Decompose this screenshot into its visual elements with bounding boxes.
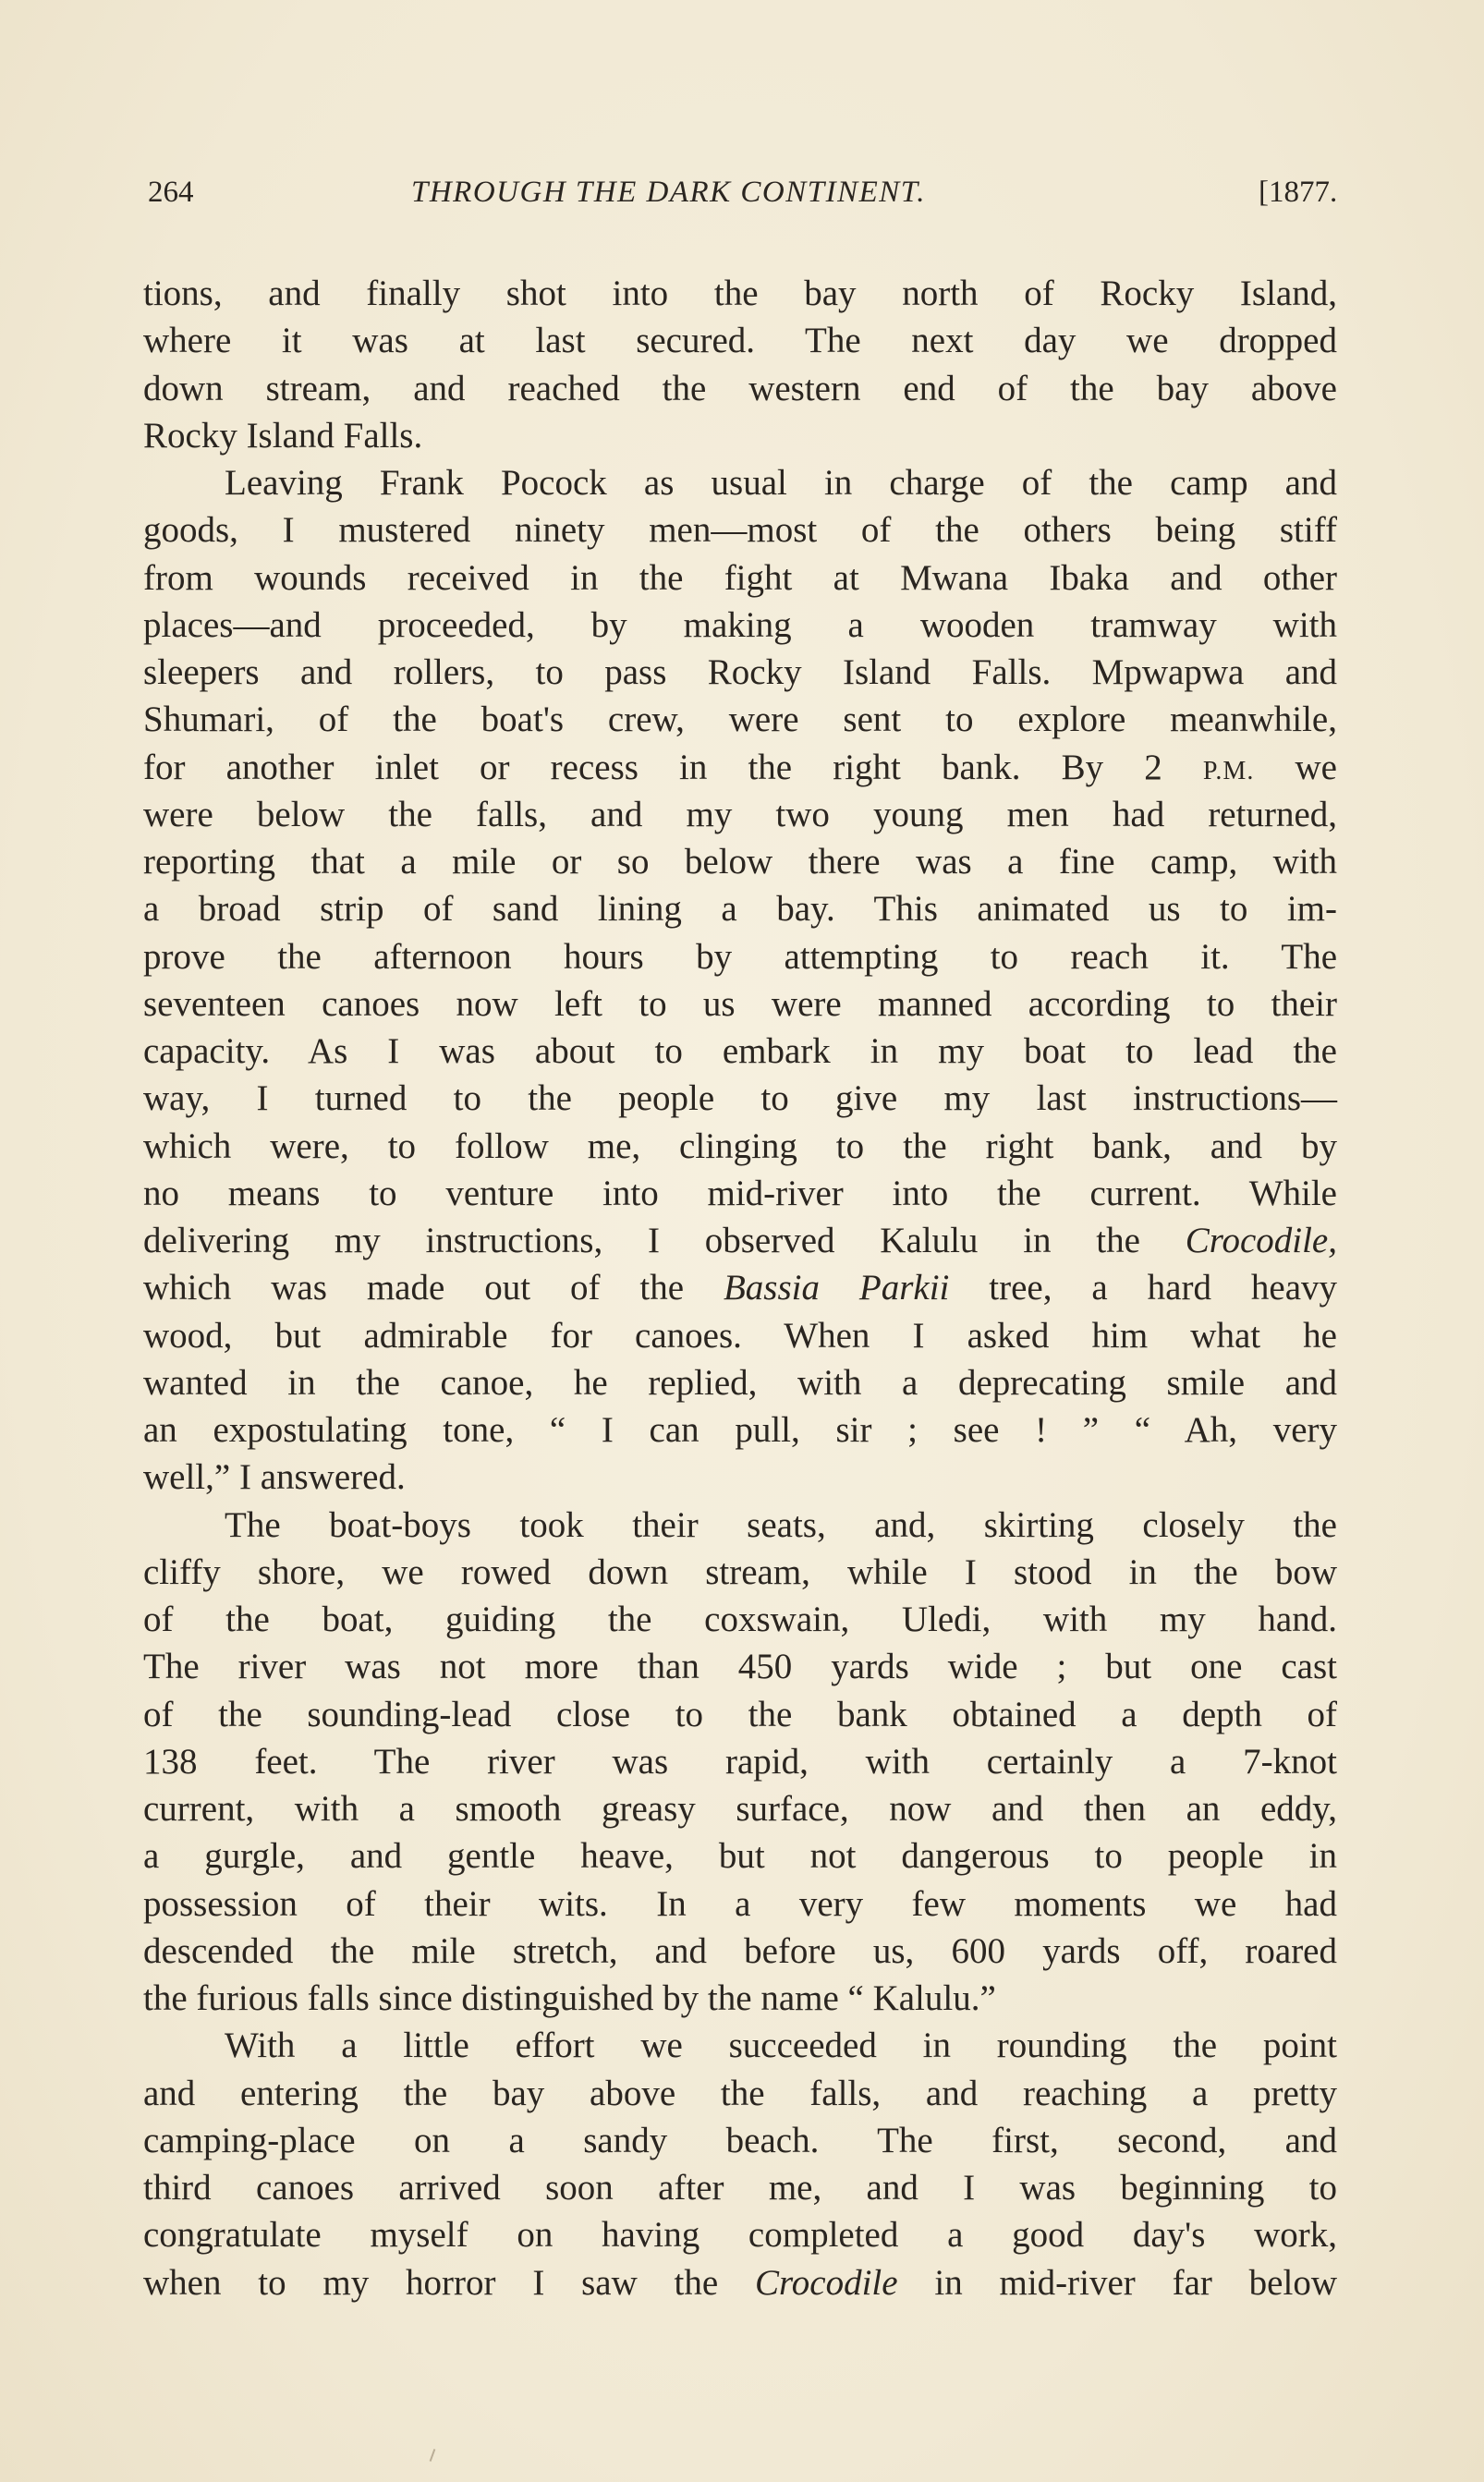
text-line [143, 554, 1337, 602]
text-segment: wanted in the canoe, he replied, with a deprecating smile and [143, 1362, 1337, 1403]
text-segment: tions, and finally shot into the bay north of Rocky Island, [143, 274, 1337, 313]
text-line [143, 2070, 1337, 2117]
text-segment: descended the mile stretch, and before us, 600 yards off, roared [143, 1930, 1337, 1971]
text-line [143, 2022, 1337, 2069]
text-line [143, 1028, 1337, 1075]
text-segment: the furious falls since distinguished by the name “ Kalulu.” [143, 1978, 996, 2018]
text-segment: possession of their wits. In a very few moments we had [143, 1883, 1337, 1924]
text-line [143, 1170, 1337, 1217]
text-segment: a gurgle, and gentle heave, but not dangerous to people in [143, 1836, 1337, 1877]
text-segment: third canoes arrived soon after me, and I was beginning to [143, 2168, 1337, 2208]
body-text [143, 270, 1337, 2306]
text-line [143, 1406, 1337, 1454]
text-segment: The boat-boys took their seats, and, skirting closely the [225, 1504, 1337, 1545]
italic-text: Crocodile, [1185, 1221, 1337, 1260]
text-line [143, 2211, 1337, 2258]
text-segment: which was made out of the [143, 1268, 724, 1308]
text-segment: Rocky Island Falls. [143, 415, 423, 456]
text-line [143, 412, 1337, 459]
page-mark [430, 2449, 436, 2462]
text-segment: delivering my instructions, I observed Kalulu in the [143, 1221, 1186, 1260]
text-segment: for another inlet or recess in the right bank. By 2 [143, 747, 1203, 787]
text-segment: sleepers and rollers, to pass Rocky Island Falls. Mpwapwa and [143, 652, 1337, 692]
text-segment: goods, I mustered ninety men—most of the others being stiff [143, 510, 1337, 551]
text-line [143, 602, 1337, 649]
text-line [143, 791, 1337, 838]
text-line [143, 1312, 1337, 1359]
text-line [143, 1075, 1337, 1122]
text-segment: Leaving Frank Pocock as usual in charge of the camp and [225, 463, 1337, 503]
text-segment: from wounds received in the fight at Mwana Ibaka and other [143, 557, 1337, 598]
text-line [143, 1832, 1337, 1880]
text-line [143, 1596, 1337, 1643]
text-segment: places—and proceeded, by making a wooden tramway with [143, 604, 1337, 645]
text-line [143, 1738, 1337, 1785]
page-number: 264 [148, 176, 194, 209]
text-segment: seventeen canoes now left to us were manned according to their [143, 983, 1337, 1024]
text-segment: capacity. As I was about to embark in my boat to lead the [143, 1031, 1337, 1071]
text-line [143, 1785, 1337, 1832]
text-line [143, 838, 1337, 885]
text-segment: way, I turned to the people to give my last instructions— [143, 1078, 1337, 1119]
text-segment: of the boat, guiding the coxswain, Uledi, with my hand. [143, 1600, 1337, 1639]
text-line [143, 506, 1337, 554]
text-segment: down stream, and reached the western end of the bay above [143, 368, 1337, 408]
text-line [143, 696, 1337, 743]
text-line [143, 744, 1337, 791]
text-line [143, 1975, 1337, 2022]
text-segment: we [1254, 747, 1337, 787]
text-line [143, 1454, 1337, 1501]
text-segment: and entering the bay above the falls, and reaching a pretty [143, 2073, 1337, 2113]
text-segment: a broad strip of sand lining a bay. This animated us to im- [143, 889, 1337, 930]
text-segment: were below the falls, and my two young men had returned, [143, 794, 1337, 834]
text-line [143, 1502, 1337, 1549]
text-segment: well,” I answered. [143, 1457, 406, 1498]
running-title: THROUGH THE DARK CONTINENT. [411, 176, 926, 209]
text-segment: when to my horror I saw the [143, 2262, 756, 2303]
page-header [148, 176, 1338, 222]
text-line [143, 980, 1337, 1028]
text-segment: an expostulating tone, “ I can pull, sir ; see ! ” “ Ah, very [143, 1410, 1337, 1450]
text-segment: 138 feet. The river was rapid, with certainly a 7-knot [143, 1741, 1337, 1782]
text-segment: camping-place on a sandy beach. The first, second, and [143, 2120, 1337, 2160]
text-line [143, 317, 1337, 364]
text-line [143, 1217, 1337, 1264]
text-line [143, 1643, 1337, 1690]
text-segment: tree, a hard heavy [949, 1268, 1337, 1308]
text-segment: congratulate myself on having completed a good day's work, [143, 2215, 1337, 2256]
text-line [143, 459, 1337, 506]
text-segment: prove the afternoon hours by attempting to reach it. The [143, 936, 1337, 977]
text-segment: of the sounding-lead close to the bank obtained a depth of [143, 1694, 1337, 1734]
text-segment: wood, but admirable for canoes. When I asked him what he [143, 1315, 1337, 1356]
text-segment: which were, to follow me, clinging to the right bank, and by [143, 1125, 1337, 1166]
text-segment: reporting that a mile or so below there was a fine camp, with [143, 842, 1337, 882]
text-line [143, 2259, 1337, 2306]
text-segment: The river was not more than 450 yards wide ; but one cast [143, 1647, 1337, 1687]
text-segment: current, with a smooth greasy surface, now and then an eddy, [143, 1789, 1337, 1829]
italic-text: Crocodile [755, 2262, 898, 2303]
small-caps-text: P.M. [1202, 756, 1255, 785]
text-line [143, 1264, 1337, 1311]
header-year: [1877. [1259, 176, 1338, 209]
text-line [143, 1359, 1337, 1406]
text-line [143, 933, 1337, 980]
text-segment: no means to venture into mid-river into the current. While [143, 1173, 1337, 1213]
text-line [143, 270, 1337, 317]
text-segment: cliffy shore, we rowed down stream, while I stood in the bow [143, 1551, 1337, 1592]
text-line [143, 649, 1337, 696]
text-line [143, 1880, 1337, 1928]
text-line [143, 1123, 1337, 1170]
text-line [143, 885, 1337, 932]
text-line [143, 1928, 1337, 1975]
text-line [143, 365, 1337, 412]
text-segment: With a little effort we succeeded in rounding the point [225, 2026, 1337, 2066]
text-line [143, 2164, 1337, 2211]
italic-text: Bassia Parkii [723, 1268, 950, 1308]
text-segment: Shumari, of the boat's crew, were sent to explore meanwhile, [143, 700, 1337, 740]
text-line [143, 1549, 1337, 1596]
text-segment: where it was at last secured. The next day we dropped [143, 321, 1337, 361]
text-line [143, 1691, 1337, 1738]
text-segment: in mid-river far below [897, 2262, 1337, 2303]
text-line [143, 2117, 1337, 2164]
